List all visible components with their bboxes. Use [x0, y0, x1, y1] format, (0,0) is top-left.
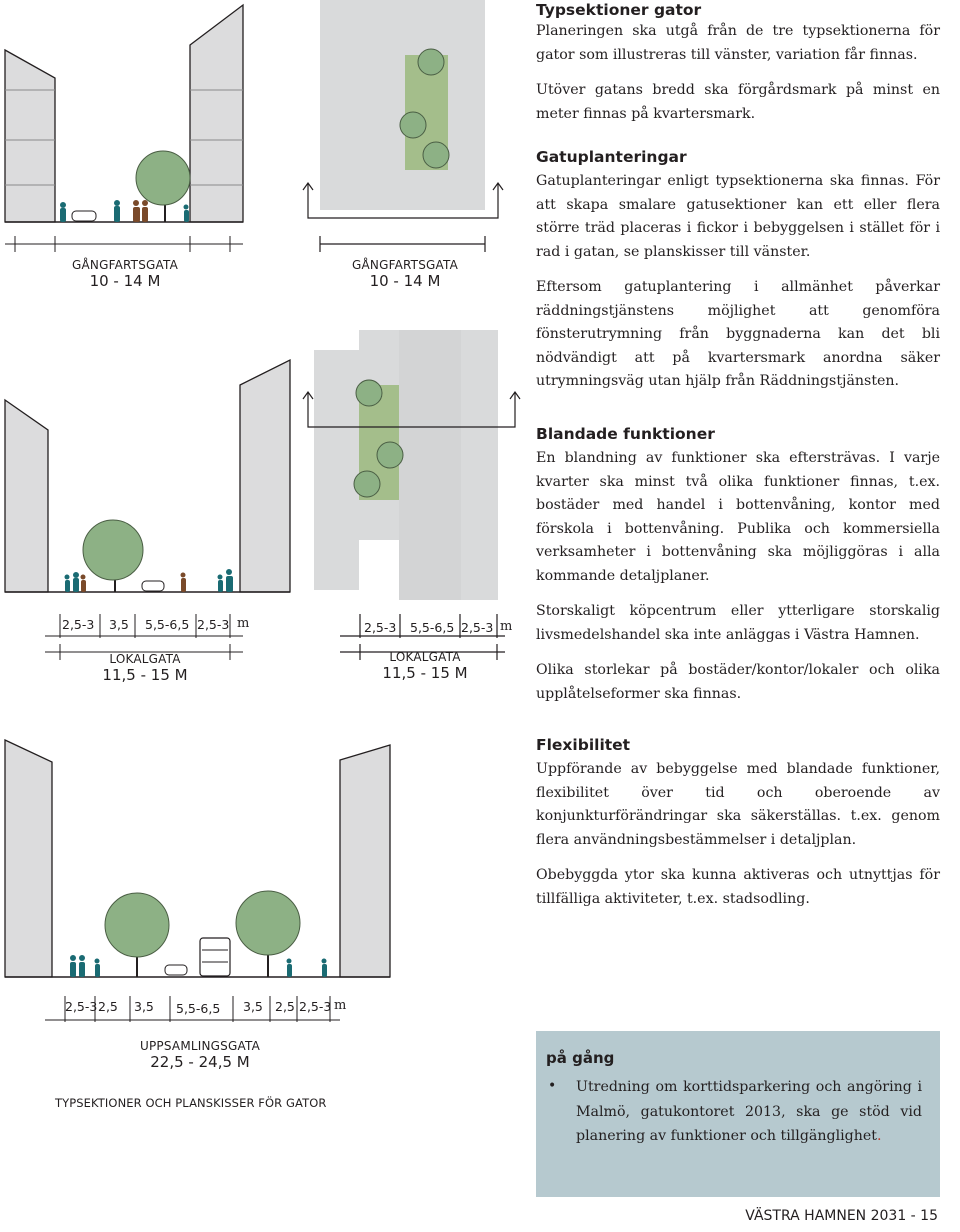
street-type-label: GÅNGFARTSGATA — [72, 258, 178, 272]
car-3 — [165, 965, 187, 975]
street-width-label: 10 - 14 M — [89, 271, 161, 290]
caption-section2 — [70, 653, 220, 684]
tree-2 — [83, 520, 143, 592]
page-footer: VÄSTRA HAMNEN 2031 - 15 — [745, 1208, 938, 1224]
paragraph: Storskaligt köpcentrum eller ytterligare storskalig livsmedelshandel ska inte anläggas i Västra Hamnen. — [536, 603, 940, 643]
heading-gatuplanteringar: Gatuplanteringar — [536, 148, 687, 166]
info-box-pa-gang — [536, 1031, 940, 1197]
info-item-end: . — [876, 1128, 882, 1144]
car-1 — [72, 211, 96, 221]
section-flexibilitet — [536, 735, 940, 911]
dim-label: 3,5 — [134, 999, 154, 1014]
dim-label: 2,5-3 — [364, 620, 397, 635]
dim-label: 2,5-3 — [65, 999, 98, 1014]
section-gangfartsgata — [5, 5, 243, 222]
info-box-heading: på gång — [546, 1049, 615, 1067]
dim-label: 3,5 — [243, 999, 263, 1014]
paragraph: Uppförande av bebyggelse med blandade funktioner, flexibilitet över tid och oberoende av konjunkturförändringar ska säkerställas. t.ex. genom flera användningsbestämmelser i detaljplan. — [536, 761, 940, 848]
heading-typsektioner: Typsektioner gator — [536, 1, 702, 19]
dim-label: 2,5 — [98, 999, 118, 1014]
plan-gangfartsgata — [303, 0, 503, 252]
section-uppsamlingsgata — [5, 740, 390, 977]
dim-label: 5,5-6,5 — [410, 620, 455, 635]
bus — [200, 938, 230, 976]
bullet-icon: • — [548, 1078, 557, 1094]
section-gatuplanteringar — [536, 147, 940, 394]
caption-section3 — [110, 1040, 290, 1071]
dim-label: 5,5-6,5 — [176, 1001, 221, 1016]
dim-label: 2,5-3 — [461, 620, 494, 635]
dim-unit: m — [334, 998, 347, 1013]
paragraph: Gatuplanteringar enligt typsektionerna ska finnas. För att skapa smalare gatusektioner kan ett eller flera större träd placeras i fickor i bebyggelsen i stället för i rad i gatan, se planskisser till vänster. — [536, 173, 940, 260]
dim-label: 3,5 — [109, 617, 129, 632]
figure-title: TYPSEKTIONER OCH PLANSKISSER FÖR GATOR — [55, 1096, 327, 1110]
street-type-label: LOKALGATA — [389, 650, 461, 664]
paragraph: Olika storlekar på bostäder/kontor/lokaler och olika upplåtelseformer ska finnas. — [536, 662, 940, 702]
heading-blandade: Blandade funktioner — [536, 425, 715, 443]
street-width-label: 11,5 - 15 M — [382, 663, 468, 682]
dim-label: 5,5-6,5 — [145, 617, 190, 632]
caption-plan1 — [330, 259, 480, 290]
street-width-label: 10 - 14 M — [369, 271, 441, 290]
paragraph: Utöver gatans bredd ska förgårdsmark på minst en meter finnas på kvartersmark. — [536, 82, 940, 122]
info-item-text: Utredning om korttidsparkering och angöring i Malmö, gatukontoret 2013, ska ge stöd vid planering av funktioner och tillgänglighet — [576, 1079, 922, 1144]
street-type-label: GÅNGFARTSGATA — [352, 258, 458, 272]
info-box-item — [576, 1075, 922, 1149]
street-width-label: 22,5 - 24,5 M — [150, 1052, 250, 1071]
people-3 — [70, 955, 327, 977]
street-type-label: LOKALGATA — [109, 652, 181, 666]
section-lokalgata — [5, 360, 290, 592]
street-width-label: 11,5 - 15 M — [102, 665, 188, 684]
dim-label: 2,5 — [275, 999, 295, 1014]
dim-unit: m — [500, 619, 513, 634]
dim-unit: m — [237, 616, 250, 631]
caption-plan2 — [350, 651, 500, 682]
section-typsektioner — [536, 0, 940, 126]
street-type-label: UPPSAMLINGSGATA — [140, 1039, 260, 1053]
plan-lokalgata — [303, 330, 520, 660]
car-2 — [142, 581, 164, 591]
dim-line-1 — [5, 236, 243, 252]
paragraph: Obebyggda ytor ska kunna aktiveras och utnyttjas för tillfälliga aktiviteter, t.ex. stadsodling. — [536, 867, 940, 907]
heading-flexibilitet: Flexibilitet — [536, 736, 631, 754]
dim-label: 2,5-3 — [62, 617, 95, 632]
dim-label: 2,5-3 — [299, 999, 332, 1014]
section-blandade-funktioner — [536, 424, 940, 706]
tree-3a — [105, 893, 169, 977]
dim-label: 2,5-3 — [197, 617, 230, 632]
paragraph: En blandning av funktioner ska eftersträvas. I varje kvarter ska minst två olika funktioner finnas, t.ex. bostäder med handel i bottenvåning, kontor med förskola i bottenvåning. Publika och kommersiella verksamheter i bottenvåning ska möjliggöras i alla kommande detaljplaner. — [536, 450, 940, 584]
caption-section1 — [50, 259, 200, 290]
paragraph: Eftersom gatuplantering i allmänhet påverkar räddningstjänstens möjlighet att genomföra fönsterutrymning från byggnaderna kan det bli nödvändigt att på kvartersmark anordna säker utrymningsväg utan hjälp från Räddningstjänsten. — [536, 279, 940, 389]
paragraph: Planeringen ska utgå från de tre typsektionerna för gator som illustreras till vänster, variation får finnas. — [536, 23, 940, 63]
